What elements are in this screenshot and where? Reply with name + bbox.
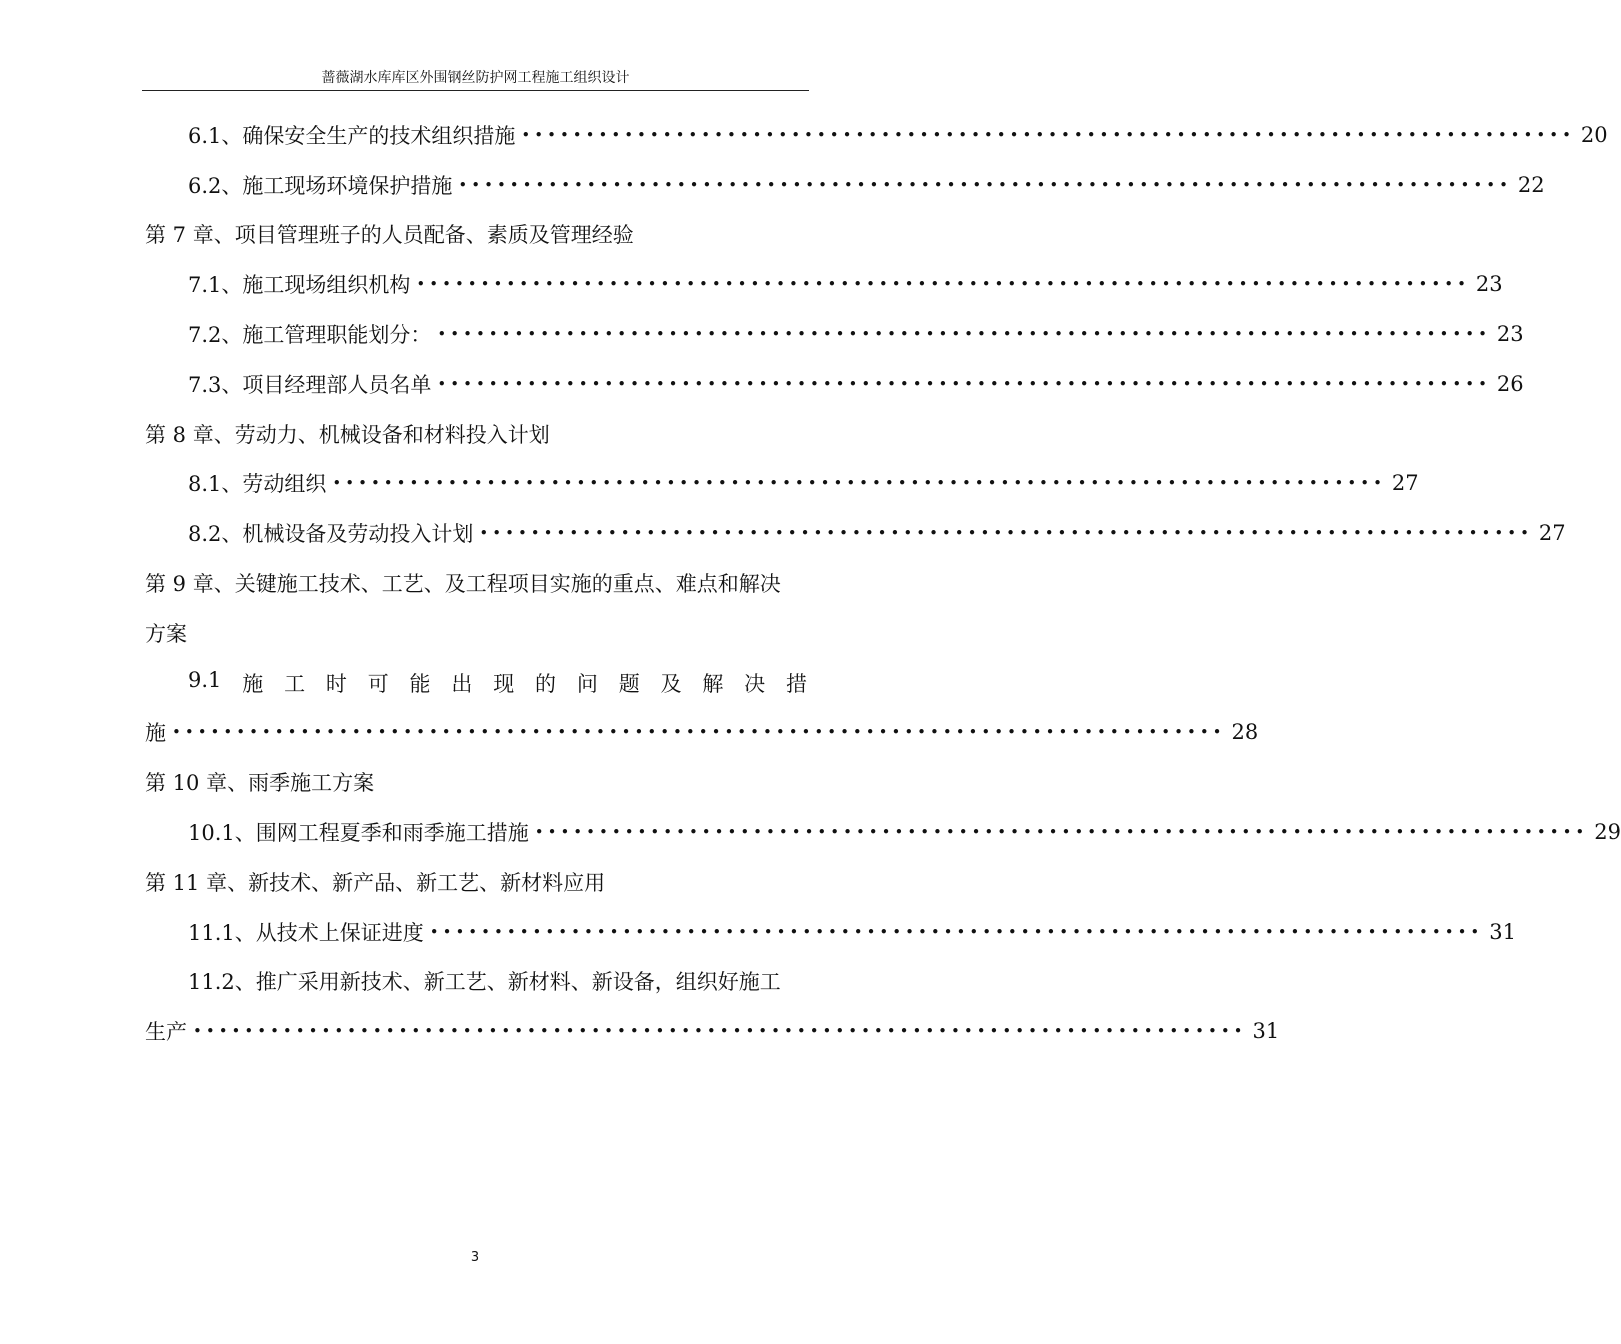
- toc-leader: ••••••••••••••••••••••••••••••••••••••••••••••••••••••••••••••••••••••••••••••••••: [458, 175, 1512, 194]
- page-number: 3: [470, 1250, 480, 1265]
- toc-entry-text: 施: [145, 721, 166, 746]
- toc-chapter-10[interactable]: [145, 757, 807, 807]
- toc-chapter-9-continued[interactable]: [145, 608, 807, 658]
- toc-entry-10-1[interactable]: [145, 807, 1621, 857]
- toc-char: 时: [325, 671, 347, 696]
- toc-leader: ••••••••••••••••••••••••••••••••••••••••••••••••••••••••••••••••••••••••••••••••••: [416, 275, 1470, 294]
- toc-char: 可: [367, 671, 389, 696]
- toc-entry-text: 8.2、机械设备及劳动投入计划: [188, 522, 474, 547]
- toc-entry-8-1[interactable]: [145, 459, 1419, 509]
- toc-entry-text: 10.1、围网工程夏季和雨季施工措施: [188, 821, 529, 846]
- toc-entry-text: 11.2、推广采用新技术、新工艺、新材料、新设备，组织好施工: [188, 970, 781, 995]
- toc-entry-text: 7.2、施工管理职能划分：: [188, 323, 432, 348]
- toc-char: 题: [618, 671, 640, 696]
- toc-char: 9.1: [188, 667, 222, 692]
- toc-chapter-title: 第 11 章、新技术、新产品、新工艺、新材料应用: [145, 870, 606, 895]
- toc-chapter-9[interactable]: [145, 558, 807, 608]
- toc-char: 及: [660, 671, 682, 696]
- toc-leader: ••••••••••••••••••••••••••••••••••••••••••••••••••••••••••••••••••••••••••••••••••: [193, 1022, 1247, 1041]
- toc-char: 能: [409, 671, 431, 696]
- toc-leader: ••••••••••••••••••••••••••••••••••••••••••••••••••••••••••••••••••••••••••••••••••: [437, 325, 1491, 344]
- toc-chapter-title-continued: 方案: [145, 621, 187, 646]
- toc-entry-11-1[interactable]: [145, 907, 1517, 957]
- toc-entry-text: 7.3、项目经理部人员名单: [188, 372, 432, 397]
- toc-page-number: 20: [1580, 122, 1608, 147]
- toc-chapter-7[interactable]: [145, 210, 807, 260]
- toc-entry-11-2-continued[interactable]: [145, 1006, 1280, 1056]
- toc-chapter-title: 第 9 章、关键施工技术、工艺、及工程项目实施的重点、难点和解决: [145, 572, 781, 597]
- toc-entry-6-1[interactable]: [145, 110, 1608, 160]
- toc-entry-text: 7.1、施工现场组织机构: [188, 273, 411, 298]
- toc-page-number: 26: [1496, 371, 1524, 396]
- toc-chapter-11[interactable]: [145, 857, 807, 907]
- toc-chapter-title: 第 7 章、项目管理班子的人员配备、素质及管理经验: [145, 223, 634, 248]
- toc-leader: ••••••••••••••••••••••••••••••••••••••••••••••••••••••••••••••••••••••••••••••••••: [429, 922, 1484, 941]
- toc-char: 决: [744, 671, 766, 696]
- toc-entry-text: 11.1、从技术上保证进度: [188, 920, 424, 945]
- toc-leader: ••••••••••••••••••••••••••••••••••••••••••••••••••••••••••••••••••••••••••••••••••: [332, 474, 1386, 493]
- toc-page-number: 23: [1475, 272, 1503, 297]
- toc-char: 解: [702, 671, 724, 696]
- toc-char: 措: [786, 671, 807, 696]
- toc-entry-text: 6.2、施工现场环境保护措施: [188, 173, 453, 198]
- toc-char: 问: [576, 671, 598, 696]
- toc-entry-text: 生产: [145, 1020, 187, 1045]
- running-header: 蔷薇湖水库库区外围钢丝防护网工程施工组织设计: [321, 70, 630, 86]
- toc-entry-9-1-justified-text: [188, 668, 807, 698]
- toc-char: 工: [284, 671, 306, 696]
- toc-leader: ••••••••••••••••••••••••••••••••••••••••••••••••••••••••••••••••••••••••••••••••••: [172, 723, 1226, 742]
- toc-char: 出: [451, 671, 473, 696]
- toc-page-number: 27: [1538, 521, 1566, 546]
- toc-page-number: 22: [1517, 172, 1545, 197]
- toc-entry-9-1[interactable]: [145, 658, 807, 708]
- table-of-contents: [145, 110, 1621, 1056]
- toc-entry-6-2[interactable]: [145, 160, 1545, 210]
- toc-entry-7-1[interactable]: [145, 259, 1503, 309]
- toc-entry-11-2[interactable]: [145, 957, 807, 1007]
- toc-chapter-8[interactable]: [145, 409, 807, 459]
- toc-chapter-title: 第 8 章、劳动力、机械设备和材料投入计划: [145, 422, 550, 447]
- toc-leader: ••••••••••••••••••••••••••••••••••••••••••••••••••••••••••••••••••••••••••••••••••: [521, 125, 1575, 144]
- toc-page-number: 31: [1252, 1019, 1280, 1044]
- toc-entry-8-2[interactable]: [145, 508, 1566, 558]
- toc-char: 的: [535, 671, 557, 696]
- toc-entry-text: 8.1、劳动组织: [188, 472, 327, 497]
- toc-entry-7-2[interactable]: [145, 309, 1524, 359]
- toc-page-number: 28: [1231, 720, 1259, 745]
- toc-char: 施: [242, 671, 264, 696]
- toc-entry-7-3[interactable]: [145, 359, 1524, 409]
- toc-leader: ••••••••••••••••••••••••••••••••••••••••••••••••••••••••••••••••••••••••••••••••••: [437, 374, 1491, 393]
- toc-leader: ••••••••••••••••••••••••••••••••••••••••••••••••••••••••••••••••••••••••••••••••••: [534, 823, 1589, 842]
- header-rule: [142, 90, 809, 91]
- toc-chapter-title: 第 10 章、雨季施工方案: [145, 771, 375, 796]
- toc-page-number: 27: [1391, 471, 1419, 496]
- toc-char: 现: [493, 671, 515, 696]
- toc-leader: ••••••••••••••••••••••••••••••••••••••••••••••••••••••••••••••••••••••••••••••••••: [479, 524, 1533, 543]
- toc-page-number: 23: [1496, 322, 1524, 347]
- toc-entry-text: 6.1、确保安全生产的技术组织措施: [188, 123, 516, 148]
- toc-entry-9-1-continued[interactable]: [145, 708, 1259, 758]
- toc-page-number: 29: [1594, 820, 1621, 845]
- toc-page-number: 31: [1489, 919, 1517, 944]
